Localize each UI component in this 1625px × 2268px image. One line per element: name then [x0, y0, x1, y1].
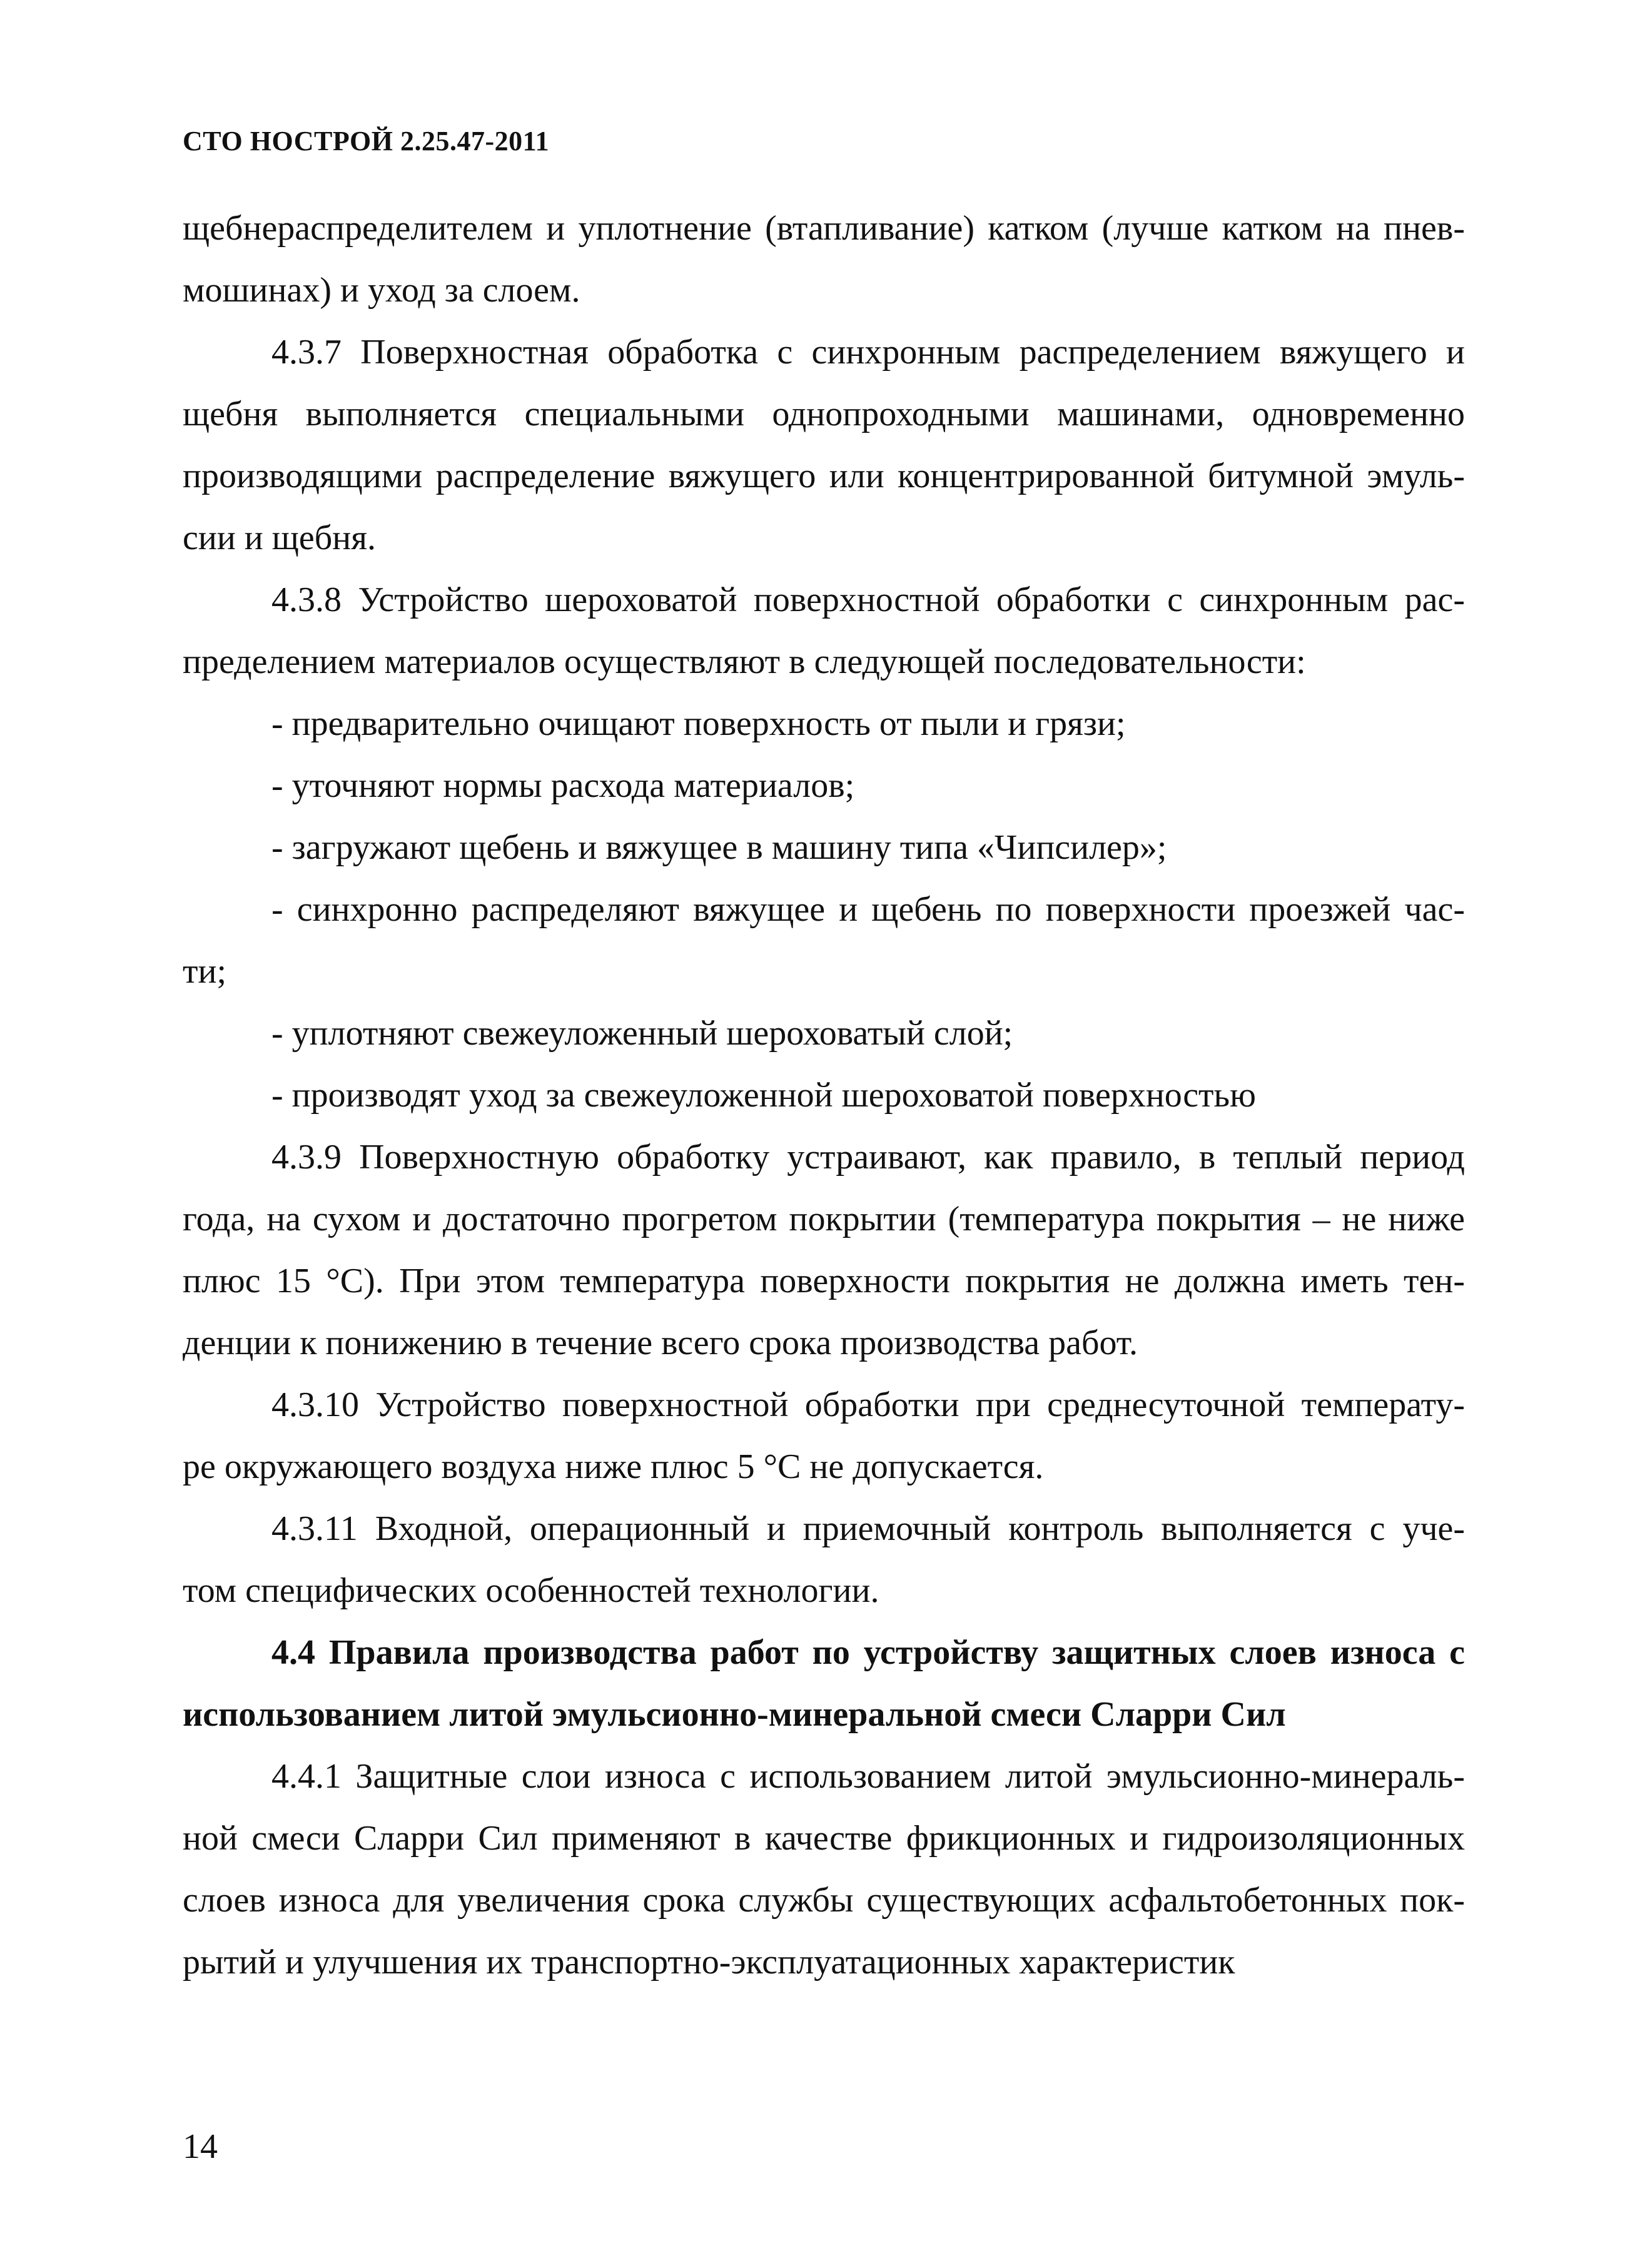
page-number: 14: [183, 2127, 218, 2166]
paragraph-4-3-7-start: 4.3.7 Поверхностная обработка с синхронным распределением вяжущего и: [271, 333, 1465, 372]
paragraph-4-3-8-start: 4.3.8 Устройство шероховатой поверхностной обработки с синхронным рас-: [271, 580, 1465, 619]
list-item: - предварительно очищают поверхность от пыли и грязи;: [271, 704, 1126, 743]
paragraph-4-4-1-start: 4.4.1 Защитные слои износа с использованием литой эмульсионно-минераль-: [271, 1757, 1465, 1796]
text-line: сии и щебня.: [183, 519, 376, 557]
text-line: том специфических особенностей технологии.: [183, 1571, 879, 1610]
document-code-header: СТО НОСТРОЙ 2.25.47-2011: [183, 126, 550, 156]
list-item: - производят уход за свежеуложенной шероховатой поверхностью: [271, 1076, 1256, 1115]
text-line: денции к понижению в течение всего срока производства работ.: [183, 1324, 1138, 1362]
text-line: щебня выполняется специальными однопроходными машинами, одновременно: [183, 395, 1465, 433]
text-line: щебнераспределителем и уплотнение (втапливание) катком (лучше катком на пнев-: [183, 209, 1465, 248]
text-line: мошинах) и уход за слоем.: [183, 271, 580, 310]
list-item: - загружают щебень и вяжущее в машину типа «Чипсилер»;: [271, 828, 1167, 867]
paragraph-4-3-11-start: 4.3.11 Входной, операционный и приемочный контроль выполняется с уче-: [271, 1509, 1465, 1548]
paragraph-4-3-10-start: 4.3.10 Устройство поверхностной обработки при среднесуточной температу-: [271, 1385, 1465, 1424]
section-heading-4-4: 4.4 Правила производства работ по устройству защитных слоев износа с: [271, 1633, 1465, 1672]
text-line: года, на сухом и достаточно прогретом покрытии (температура покрытия – не ниже: [183, 1200, 1465, 1238]
list-item: - синхронно распределяют вяжущее и щебень по поверхности проезжей час-: [271, 890, 1465, 929]
text-line: ре окружающего воздуха ниже плюс 5 °С не допускается.: [183, 1447, 1044, 1486]
text-line: пределением материалов осуществляют в следующей последовательности:: [183, 642, 1306, 681]
text-line: слоев износа для увеличения срока службы существующих асфальтобетонных пок-: [183, 1881, 1465, 1920]
text-line: плюс 15 °С). При этом температура поверхности покрытия не должна иметь тен-: [183, 1262, 1465, 1300]
paragraph-4-3-9-start: 4.3.9 Поверхностную обработку устраивают, как правило, в теплый период: [271, 1138, 1465, 1177]
text-line: производящими распределение вяжущего или концентрированной битумной эмуль-: [183, 457, 1465, 495]
section-heading-4-4-cont: использованием литой эмульсионно-минеральной смеси Сларри Сил: [183, 1695, 1286, 1734]
document-body: [183, 198, 1465, 1993]
text-line: рытий и улучшения их транспортно-эксплуатационных характеристик: [183, 1943, 1235, 1982]
list-item: - уплотняют свежеуложенный шероховатый слой;: [271, 1014, 1013, 1053]
list-item: - уточняют нормы расхода материалов;: [271, 766, 855, 805]
text-line: ной смеси Сларри Сил применяют в качестве фрикционных и гидроизоляционных: [183, 1819, 1465, 1858]
text-line: ти;: [183, 952, 226, 991]
